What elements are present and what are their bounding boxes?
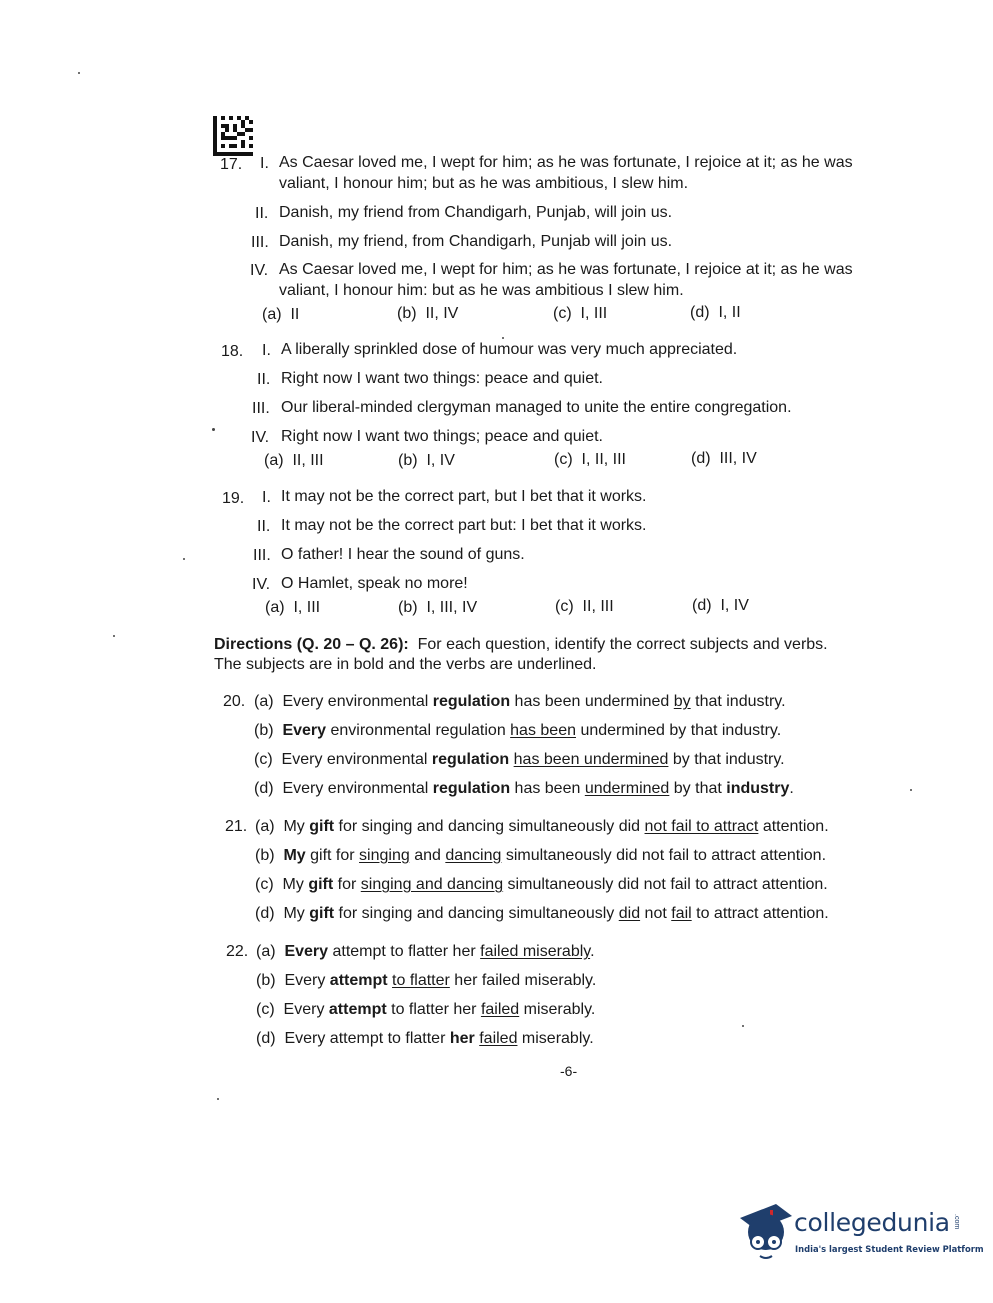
verb-underlined: by <box>673 693 691 710</box>
subject-word: My <box>283 847 306 864</box>
verb-underlined: singing <box>359 847 410 864</box>
question-number: 22. <box>226 943 249 960</box>
brand-suffix: .com <box>953 1214 960 1230</box>
subject-word: Every <box>284 943 329 960</box>
statement-text: As Caesar loved me, I wept for him; as he was fortunate, I rejoice at it; as he was <box>279 154 853 171</box>
statement-roman: I. <box>262 489 271 506</box>
directions-line-1: For each question, identify the correct subjects and verbs. <box>417 636 828 653</box>
option-c[interactable] <box>254 751 785 769</box>
subject-word: industry <box>726 780 790 797</box>
option-text: not <box>640 905 672 922</box>
option-text: Every environmental <box>282 693 433 710</box>
option-text: miserably. <box>519 1001 596 1018</box>
subject-word: regulation <box>431 751 510 768</box>
option-label: (c) <box>254 751 273 768</box>
statement-roman: II. <box>257 518 271 535</box>
option-label: (c) <box>256 1001 275 1018</box>
option-d[interactable]: (d) III, IV <box>691 450 757 467</box>
statement-roman: II. <box>257 371 271 388</box>
statement-text: As Caesar loved me, I wept for him; as he was fortunate, I rejoice at it; as he was <box>279 261 853 278</box>
option-text: . <box>789 780 794 797</box>
statement-roman: IV. <box>252 576 271 593</box>
question-number: 20. <box>223 693 246 710</box>
statement-text: Right now I want two things; peace and quiet. <box>281 428 603 445</box>
option-text: by that industry. <box>668 751 785 768</box>
option-text: . <box>590 943 595 960</box>
option-text: her failed miserably. <box>449 972 597 989</box>
subject-word: Every <box>282 722 327 739</box>
subject-word: attempt <box>329 972 388 989</box>
option-c[interactable] <box>255 876 828 894</box>
verb-underlined: undermined <box>584 780 670 797</box>
option-b[interactable] <box>256 972 596 990</box>
statement-text: Danish, my friend from Chandigarh, Punjab, will join us. <box>279 204 673 221</box>
option-c[interactable]: (c) II, III <box>555 598 614 615</box>
statement-roman: III. <box>253 547 271 564</box>
option-a[interactable]: (a) II <box>262 306 300 323</box>
option-c[interactable] <box>256 1001 595 1019</box>
option-text: Every <box>283 1001 329 1018</box>
option-text: My <box>282 876 309 893</box>
option-label: (a) <box>256 943 276 960</box>
option-text: by that <box>669 780 727 797</box>
statement-roman: III. <box>252 400 270 417</box>
option-text: to attract attention. <box>691 905 829 922</box>
option-text: environmental regulation <box>326 722 511 739</box>
option-text: undermined by that industry. <box>576 722 782 739</box>
option-a[interactable] <box>255 818 829 836</box>
option-d[interactable]: (d) I, IV <box>692 597 749 614</box>
statement-text: It may not be the correct part, but I bet that it works. <box>281 488 647 505</box>
option-c[interactable]: (c) I, III <box>553 305 608 322</box>
page-number: -6- <box>560 1063 578 1079</box>
question-number: 17. <box>220 156 243 173</box>
qr-code-icon <box>213 116 253 156</box>
option-a[interactable]: (a) I, III <box>265 599 321 616</box>
scan-speck <box>78 72 80 74</box>
subject-word: her <box>449 1030 475 1047</box>
option-text: My <box>283 818 310 835</box>
option-text: has been undermined <box>510 693 674 710</box>
statement-roman: IV. <box>250 262 269 279</box>
brand-name: collegedunia <box>794 1208 950 1237</box>
option-text: Every attempt to flatter <box>284 1030 450 1047</box>
statement-text: Our liberal-minded clergyman managed to unite the entire congregation. <box>281 399 792 416</box>
subject-word: gift <box>309 818 335 835</box>
option-text: attempt to flatter her <box>328 943 481 960</box>
statement-text: A liberally sprinkled dose of humour was very much appreciated. <box>281 341 738 358</box>
option-text: and <box>409 847 446 864</box>
statement-roman: I. <box>262 342 271 359</box>
option-label: (c) <box>255 876 274 893</box>
option-d[interactable]: (d) I, II <box>690 304 741 321</box>
option-text: miserably. <box>517 1030 594 1047</box>
scan-speck <box>217 1098 219 1100</box>
option-label: (a) <box>255 818 275 835</box>
statement-text: It may not be the correct part but: I bet that it works. <box>281 517 647 534</box>
option-text: Every environmental <box>281 751 432 768</box>
option-text: attention. <box>758 818 829 835</box>
subject-word: gift <box>309 905 335 922</box>
option-text: for singing and dancing simultaneously did <box>334 818 645 835</box>
option-d[interactable] <box>254 780 794 798</box>
statement-text: valiant, I honour him; but as he was ambitious, I slew him. <box>279 175 689 192</box>
option-b[interactable]: (b) II, IV <box>397 305 459 322</box>
option-text: for <box>333 876 361 893</box>
option-label: (d) <box>254 780 274 797</box>
option-a[interactable] <box>256 943 595 961</box>
verb-underlined: has been <box>510 722 576 739</box>
statement-roman: II. <box>255 205 269 222</box>
option-text: that industry. <box>690 693 786 710</box>
verb-underlined: dancing <box>445 847 502 864</box>
option-text: Every <box>284 972 330 989</box>
scan-speck <box>183 558 185 560</box>
option-label: (a) <box>254 693 274 710</box>
statement-text: Danish, my friend, from Chandigarh, Punjab will join us. <box>279 233 673 250</box>
statement-roman: I. <box>260 155 269 172</box>
option-b[interactable] <box>254 722 781 740</box>
verb-underlined: to flatter <box>392 972 450 989</box>
option-text: for singing and dancing simultaneously <box>334 905 619 922</box>
question-number: 18. <box>221 343 244 360</box>
option-label: (b) <box>255 847 275 864</box>
verb-underlined: not fail to attract <box>644 818 759 835</box>
subject-word: gift <box>308 876 334 893</box>
scan-speck <box>742 1025 744 1027</box>
option-label: (d) <box>256 1030 276 1047</box>
statement-roman: IV. <box>251 429 270 446</box>
verb-underlined: failed <box>480 1001 520 1018</box>
question-number: 21. <box>225 818 248 835</box>
option-text: has been <box>510 780 585 797</box>
subject-word: regulation <box>432 780 511 797</box>
option-b[interactable] <box>255 847 826 865</box>
statement-roman: III. <box>251 234 269 251</box>
statement-text: O Hamlet, speak no more! <box>281 575 468 592</box>
option-text: gift for <box>305 847 360 864</box>
option-text: Every environmental <box>282 780 433 797</box>
verb-underlined: did <box>618 905 641 922</box>
option-text: to flatter her <box>386 1001 481 1018</box>
option-label: (d) <box>255 905 275 922</box>
option-b[interactable]: (b) I, IV <box>398 452 455 469</box>
option-b[interactable]: (b) I, III, IV <box>398 599 478 616</box>
option-a[interactable]: (a) II, III <box>264 452 324 469</box>
scan-speck <box>502 337 504 339</box>
statement-text: O father! I hear the sound of guns. <box>281 546 525 563</box>
option-label: (b) <box>254 722 274 739</box>
verb-underlined: fail <box>671 905 692 922</box>
subject-word: regulation <box>432 693 511 710</box>
scan-speck <box>212 428 215 431</box>
option-text: simultaneously did not fail to attract attention. <box>503 876 828 893</box>
verb-underlined: singing and dancing <box>360 876 504 893</box>
scan-speck <box>113 635 115 637</box>
verb-underlined: failed <box>479 1030 518 1047</box>
option-text: simultaneously did not fail to attract attention. <box>501 847 827 864</box>
question-number: 19. <box>222 490 245 507</box>
directions-heading: Directions (Q. 20 – Q. 26): <box>214 636 409 653</box>
option-d[interactable] <box>256 1030 594 1048</box>
subject-word: attempt <box>328 1001 387 1018</box>
verb-underlined: failed miserably <box>480 943 591 960</box>
verb-underlined: has been undermined <box>513 751 669 768</box>
brand-tagline: India's largest Student Review Platform <box>795 1244 984 1254</box>
directions-line-2: The subjects are in bold and the verbs are underlined. <box>214 656 597 673</box>
option-d[interactable] <box>255 905 829 923</box>
option-a[interactable] <box>254 693 786 711</box>
statement-text: valiant, I honour him: but as he was ambitious I slew him. <box>279 282 684 299</box>
option-c[interactable]: (c) I, II, III <box>554 451 626 468</box>
statement-text: Right now I want two things: peace and quiet. <box>281 370 603 387</box>
option-label: (b) <box>256 972 276 989</box>
option-text: My <box>283 905 310 922</box>
scan-speck <box>910 789 912 791</box>
